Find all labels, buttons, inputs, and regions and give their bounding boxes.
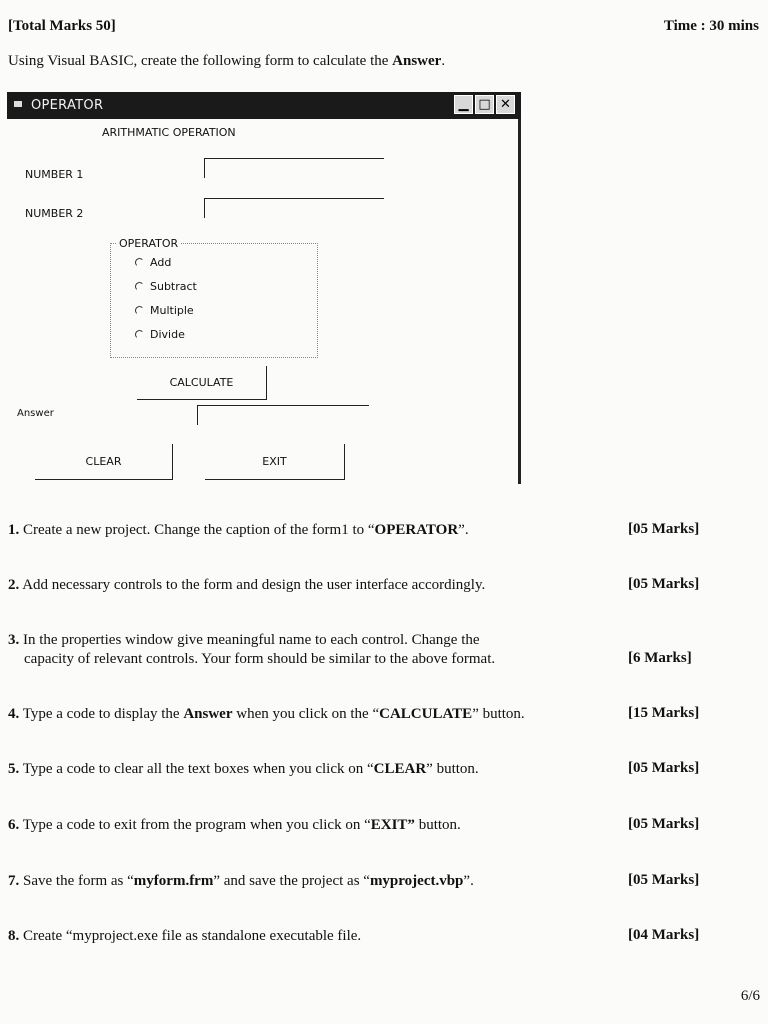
question-text: Create a new project. Change the caption of the form1 to “ bbox=[23, 522, 375, 538]
subtract-option-label: Subtract bbox=[150, 280, 197, 293]
radio-icon bbox=[135, 258, 144, 267]
question-number: 7. bbox=[8, 873, 20, 889]
question-text: Type a code to display the bbox=[22, 706, 184, 722]
question-text: when you click on the “ bbox=[232, 706, 380, 722]
question-number: 4. bbox=[8, 706, 20, 722]
question-text: Create “myproject.exe file as standalone executable file. bbox=[23, 928, 362, 944]
question-8 bbox=[8, 927, 618, 946]
form-heading: ARITHMATIC OPERATION bbox=[102, 126, 236, 139]
number1-label: NUMBER 1 bbox=[25, 168, 84, 181]
intro-bold: Answer bbox=[392, 53, 442, 69]
maximize-icon[interactable]: □ bbox=[475, 95, 494, 114]
question-bold-text: OPERATOR bbox=[374, 522, 459, 538]
question-number: 6. bbox=[8, 817, 20, 833]
question-6 bbox=[8, 816, 618, 835]
clear-button[interactable]: CLEAR bbox=[35, 444, 173, 480]
question-text: ” and save the project as “ bbox=[213, 873, 370, 889]
question-text: Save the form as “ bbox=[23, 873, 134, 889]
question-marks: [04 Marks] bbox=[628, 927, 700, 943]
vb-form-window bbox=[7, 92, 521, 484]
question-text: Type a code to clear all the text boxes when you click on “ bbox=[22, 761, 374, 777]
calculate-button[interactable]: CALCULATE bbox=[137, 366, 267, 400]
time-limit: Time : 30 mins bbox=[663, 18, 759, 34]
question-number: 2. bbox=[8, 577, 20, 593]
question-number: 1. bbox=[8, 522, 20, 538]
question-number: 3. bbox=[8, 632, 20, 648]
divide-option[interactable] bbox=[135, 328, 185, 341]
divide-option-label: Divide bbox=[150, 328, 185, 341]
question-marks: [05 Marks] bbox=[628, 521, 700, 537]
page-number: 6/6 bbox=[740, 988, 760, 1004]
add-option-label: Add bbox=[150, 256, 172, 269]
multiple-option[interactable] bbox=[135, 304, 194, 317]
exit-button[interactable]: EXIT bbox=[205, 444, 345, 480]
question-3 bbox=[8, 631, 618, 669]
question-bold-text: CALCULATE bbox=[379, 706, 473, 722]
question-text-line2: capacity of relevant controls. Your form should be similar to the above format. bbox=[24, 651, 496, 667]
question-text: ” button. bbox=[472, 706, 525, 722]
total-marks: [Total Marks 50] bbox=[8, 18, 116, 34]
answer-textbox[interactable] bbox=[197, 405, 369, 425]
question-text: Add necessary controls to the form and design the user interface accordingly. bbox=[22, 577, 486, 593]
question-number: 5. bbox=[8, 761, 20, 777]
question-text: In the properties window give meaningful name to each control. Change the bbox=[23, 632, 480, 648]
number2-textbox[interactable] bbox=[204, 198, 384, 218]
intro-text bbox=[8, 53, 445, 70]
window-controls bbox=[454, 95, 515, 114]
form-title: OPERATOR bbox=[31, 98, 104, 113]
minimize-icon[interactable]: ▁ bbox=[454, 95, 473, 114]
question-bold-text: CLEAR bbox=[373, 761, 427, 777]
question-marks: [05 Marks] bbox=[628, 872, 700, 888]
question-text: button. bbox=[414, 817, 461, 833]
question-bold-text: Answer bbox=[183, 706, 233, 722]
intro-text-end: . bbox=[441, 53, 446, 69]
question-5 bbox=[8, 760, 618, 779]
form-title-bar bbox=[7, 92, 521, 119]
answer-label: Answer bbox=[17, 408, 54, 419]
question-text: ”. bbox=[463, 873, 474, 889]
number1-textbox[interactable] bbox=[204, 158, 384, 178]
multiple-option-label: Multiple bbox=[150, 304, 194, 317]
question-marks: [05 Marks] bbox=[628, 816, 700, 832]
question-marks: [15 Marks] bbox=[628, 705, 700, 721]
question-2 bbox=[8, 576, 618, 595]
operator-frame-label: OPERATOR bbox=[119, 237, 179, 250]
intro-text-start: Using Visual BASIC, create the following form to calculate the bbox=[8, 53, 393, 69]
question-bold-text: myform.frm bbox=[133, 873, 214, 889]
question-text: ”. bbox=[458, 522, 469, 538]
question-marks: [05 Marks] bbox=[628, 760, 700, 776]
question-bold-text: myproject.vbp bbox=[369, 873, 464, 889]
radio-icon bbox=[135, 306, 144, 315]
question-7 bbox=[8, 872, 618, 891]
form-app-icon bbox=[14, 101, 22, 107]
question-text: Type a code to exit from the program when you click on “ bbox=[22, 817, 371, 833]
question-marks: [05 Marks] bbox=[628, 576, 700, 592]
subtract-option[interactable] bbox=[135, 280, 197, 293]
question-marks: [6 Marks] bbox=[628, 650, 692, 666]
question-1 bbox=[8, 521, 618, 540]
add-option[interactable] bbox=[135, 256, 171, 269]
question-4 bbox=[8, 705, 618, 724]
radio-icon bbox=[135, 330, 144, 339]
close-icon[interactable]: ✕ bbox=[496, 95, 515, 114]
number2-label: NUMBER 2 bbox=[25, 207, 84, 220]
question-number: 8. bbox=[8, 928, 20, 944]
radio-icon bbox=[135, 282, 144, 291]
question-text: ” button. bbox=[426, 761, 479, 777]
question-bold-text: EXIT” bbox=[370, 817, 415, 833]
